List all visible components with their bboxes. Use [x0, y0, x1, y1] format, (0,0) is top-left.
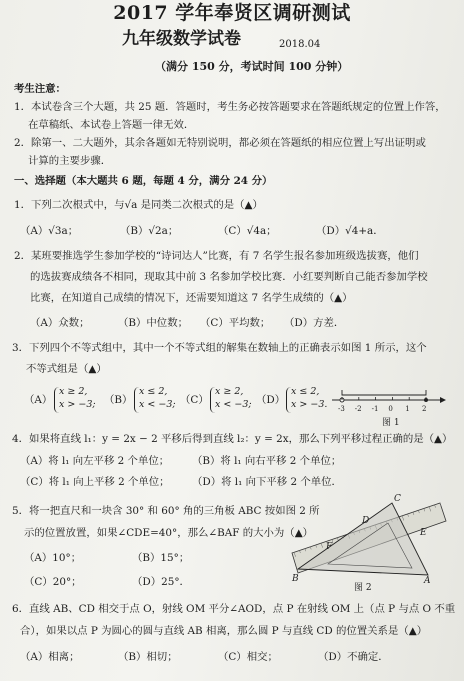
- notice-item-2-line-1: 2．除第一、二大题外，其余各题如无特别说明，都必须在答题纸的相应位置上写出证明或: [14, 137, 426, 149]
- point-b-label: B: [292, 574, 299, 584]
- point-f-label: F: [326, 542, 333, 552]
- q2-line-2: 的选拔赛成绩各不相同，现取其中前 3 名参加学校比赛．小红要判断自己能否参加学校: [30, 271, 428, 283]
- number-line-tick-label: -2: [354, 405, 362, 413]
- solution-bracket: [342, 390, 426, 395]
- point-c-label: C: [394, 494, 401, 504]
- figure-1-number-line: [328, 384, 448, 428]
- q3-line-2: 不等式组是（▲）: [26, 363, 107, 375]
- figure-2-diagram: [290, 493, 450, 593]
- q6-option-b: （B）相切；: [118, 651, 178, 663]
- q2-line-1: 2．某班要推选学生参加学校的“诗词达人”比赛，有 7 名学生报名参加班级选拔赛，他们: [14, 250, 419, 262]
- q3-option-b-label: （B）: [104, 394, 133, 406]
- point-a-label: A: [424, 576, 431, 586]
- q3-option-a-system: [59, 386, 96, 412]
- q6-line-1: 6．直线 AB、CD 相交于点 O，射线 OM 平分∠AOD，点 P 在射线 OM 上（点 P 与点 O 不重: [12, 603, 456, 615]
- q3-option-c-system: [215, 386, 252, 412]
- q6-line-2: 合），如果以点 P 为圆心的圆与直线 AB 相离，那么圆 P 与直线 CD 的位置关系是（▲）: [20, 625, 428, 637]
- full-marks-note: （满分 150 分，考试时间 100 分钟）: [155, 60, 349, 73]
- number-line-tick-label: 0: [388, 405, 393, 413]
- q3-option-c-label: （C）: [180, 394, 209, 406]
- number-line-tick-label: 2: [422, 405, 427, 413]
- q4-option-b: （B）将 l₁ 向右平移 2 个单位；: [192, 455, 342, 467]
- q3-option-d-label: （D）: [256, 394, 286, 406]
- number-line-tick-label: 1: [405, 405, 410, 413]
- q4-option-c: （C）将 l₁ 向上平移 2 个单位；: [20, 476, 170, 488]
- q5-option-b: （B）15°；: [132, 552, 190, 564]
- q4-option-a: （A）将 l₁ 向左平移 2 个单位；: [20, 455, 170, 467]
- q4-option-d: （D）将 l₁ 向下平移 2 个单位．: [192, 476, 342, 488]
- number-line-tick-label: -1: [371, 405, 379, 413]
- q3-d-ineq-2: x > −3.: [291, 398, 328, 410]
- q4-stem: 4．如果将直线 l₁：y = 2x − 2 平移后得到直线 l₂：y = 2x，那么下列平移过程正确的是（▲）: [12, 433, 453, 445]
- section-1-heading: 一、选择题（本大题共 6 题，每题 4 分，满分 24 分）: [14, 175, 273, 187]
- number-line-tick-label: -3: [338, 405, 345, 413]
- q1-stem: 1．下列二次根式中，与√a 是同类二次根式的是（▲）: [14, 199, 263, 211]
- q1-option-a: （A）√3a；: [20, 225, 79, 237]
- notice-heading: 考生注意：: [14, 83, 66, 95]
- q6-option-a: （A）相离；: [20, 651, 80, 663]
- q2-option-d: （D）方差．: [284, 317, 345, 329]
- notice-item-1-line-2: 在草稿纸、本试卷上答题一律无效．: [28, 119, 195, 131]
- exam-title: 2017 学年奉贤区调研测试: [113, 2, 351, 24]
- q1-option-b: （B）√2a；: [120, 225, 179, 237]
- q2-option-c: （C）平均数；: [200, 317, 271, 329]
- q3-b-ineq-1: x ≤ 2,: [139, 386, 168, 397]
- q5-option-c: （C）20°；: [24, 576, 82, 588]
- q3-option-d-system: [291, 386, 327, 412]
- number-line-ticks: [338, 397, 426, 413]
- q3-b-ineq-2: x < −3;: [139, 398, 176, 410]
- q3-d-ineq-1: x ≤ 2,: [291, 386, 320, 397]
- q6-option-c: （C）相交；: [218, 651, 278, 663]
- q3-c-ineq-1: x ≥ 2,: [215, 386, 244, 397]
- q1-option-c: （C）√4a；: [218, 225, 277, 237]
- notice-item-1-line-1: 1．本试卷含三个大题，共 25 题．答题时，考生务必按答题要求在答题纸规定的位置上作答，: [14, 101, 446, 113]
- number-line-arrow-icon: [440, 397, 446, 403]
- q3-a-ineq-1: x ≥ 2,: [59, 386, 88, 397]
- q2-line-3: 比赛，在知道自己成绩的情况下，还需要知道这 7 名学生成绩的（▲）: [30, 292, 353, 304]
- q3-c-ineq-2: x < −3;: [215, 398, 252, 410]
- q3-a-ineq-2: x > −3;: [59, 398, 96, 410]
- q5-line-2: 示的位置放置，如果∠CDE=40°，那么∠BAF 的大小为（▲）: [24, 527, 314, 539]
- q3-option-a-label: （A）: [24, 394, 53, 406]
- exam-subtitle: 九年级数学试卷: [122, 29, 241, 49]
- q3-option-b-system: [139, 386, 176, 412]
- q5-line-1: 5．将一把直尺和一块含 30° 和 60° 角的三角板 ABC 按如图 2 所: [12, 505, 320, 517]
- exam-date: 2018.04: [279, 39, 321, 50]
- figure-2-caption: 图 2: [354, 583, 372, 593]
- q2-option-a: （A）众数；: [30, 317, 90, 329]
- figure-1-caption: 图 1: [382, 418, 400, 428]
- q5-option-d: （D）25°．: [132, 576, 190, 588]
- notice-item-2-line-2: 计算的主要步骤．: [28, 155, 112, 167]
- q3-line-1: 3．下列四个不等式组中，其中一个不等式组的解集在数轴上的正确表示如图 1 所示，这个: [12, 342, 427, 354]
- q1-option-d: （D）√4+a．: [316, 225, 384, 237]
- q2-option-b: （B）中位数；: [118, 317, 188, 329]
- point-d-label: D: [362, 516, 370, 526]
- q6-option-d: （D）不确定．: [318, 651, 389, 663]
- point-e-label: E: [420, 528, 427, 538]
- q5-option-a: （A）10°；: [24, 552, 82, 564]
